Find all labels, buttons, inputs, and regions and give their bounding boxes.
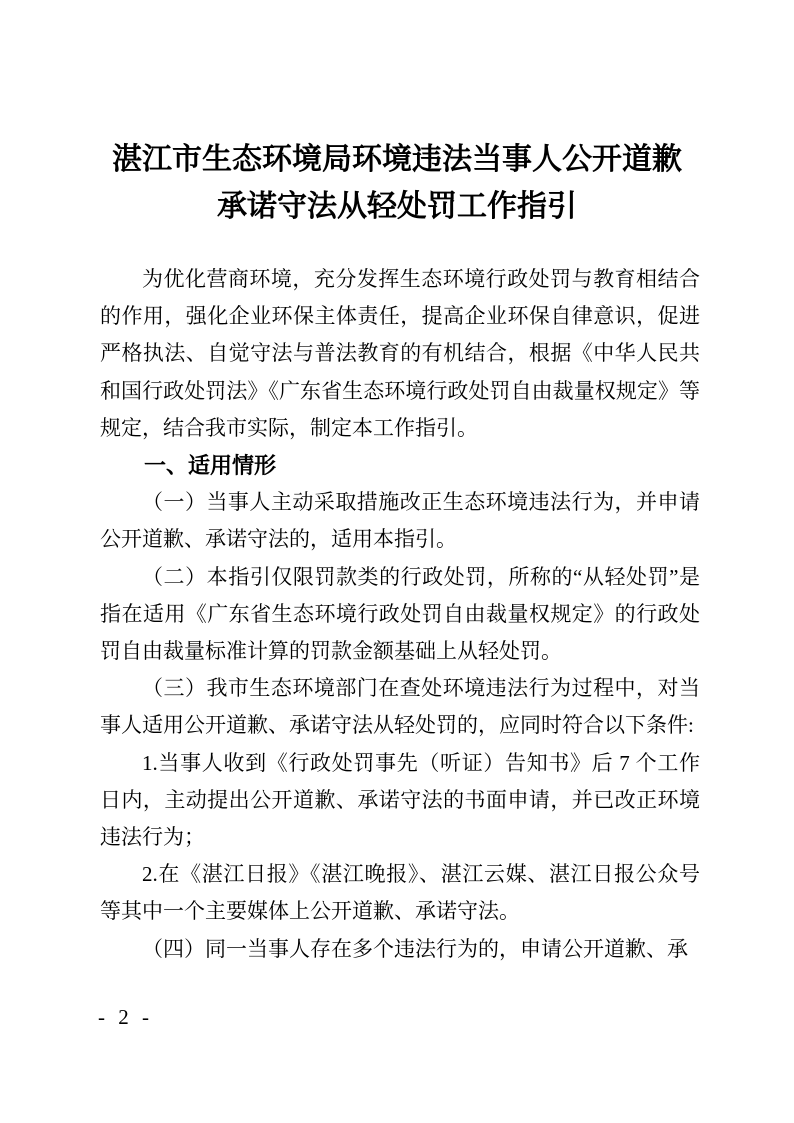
paragraph-intro: 为优化营商环境，充分发挥生态环境行政处罚与教育相结合的作用，强化企业环保主体责任，提高企业环保自律意识，促进严格执法、自觉守法与普法教育的有机结合，根据《中华人民共和国行政处罚法》《广东省生态环境行政处罚自由裁量权规定》等规定，结合我市实际，制定本工作指引。: [100, 267, 700, 440]
document-body: [100, 261, 700, 968]
document-title: [50, 136, 744, 230]
title-line-2: 承诺守法从轻处罚工作指引: [217, 190, 577, 223]
paragraph-item-3: （三）我市生态环境部门在查处环境违法行为过程中，对当事人适用公开道歉、承诺守法从轻处罚的，应同时符合以下条件:: [100, 676, 700, 738]
paragraph-condition-2: 2.在《湛江日报》《湛江晚报》、湛江云媒、湛江日报公众号等其中一个主要媒体上公开道歉、承诺守法。: [100, 862, 700, 924]
paragraph-item-4: （四）同一当事人存在多个违法行为的，申请公开道歉、承: [142, 936, 688, 961]
paragraph-item-1: （一）当事人主动采取措施改正生态环境违法行为，并申请公开道歉、承诺守法的，适用本指引。: [100, 490, 700, 552]
section-heading-applicable-situations: 一、适用情形: [144, 453, 277, 479]
paragraph-item-2: （二）本指引仅限罚款类的行政处罚，所称的“从轻处罚”是指在适用《广东省生态环境行政处罚自由裁量权规定》的行政处罚自由裁量标准计算的罚款金额基础上从轻处罚。: [100, 564, 700, 664]
page-number: - 2 -: [98, 1005, 153, 1029]
title-line-1: 湛江市生态环境局环境违法当事人公开道歉: [112, 143, 682, 176]
paragraph-condition-1: 1.当事人收到《行政处罚事先（听证）告知书》后 7 个工作日内，主动提出公开道歉、承诺守法的书面申请，并已改正环境违法行为；: [100, 750, 700, 850]
